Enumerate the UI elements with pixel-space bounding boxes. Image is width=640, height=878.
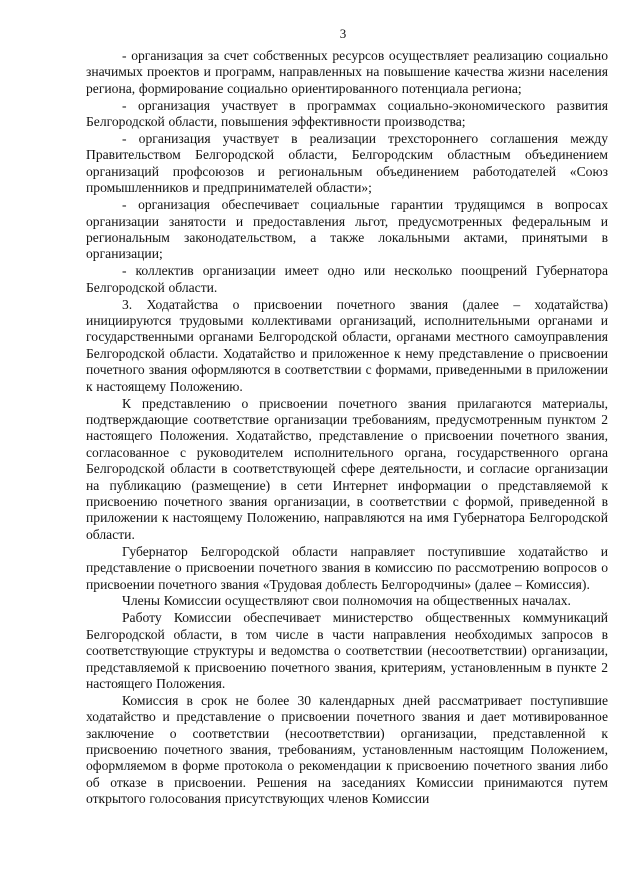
paragraph-criterion-social-projects: - организация за счет собственных ресурсов осуществляет реализацию социально значимых проектов и программ, направленных на повышение качества жизни населения региона, формирование социально ориентированного потенциала региона; bbox=[86, 48, 608, 96]
paragraph-supporting-materials: К представлению о присвоении почетного звания прилагаются материалы, подтверждающие соответствие организации требованиям, предусмотренным пунктом 2 настоящего Положения. Ходатайство, представление о присвоении почетного звания, согласованное с руководителем исполнительного органа, государственного органа Белгородской области в соответствующей сфере деятельности, и согласие организации на публикацию (размещение) в сети Интернет информации о представляемой к присвоению почетного звания организации, в соответствии с формой, приведенной в приложении к настоящему Положению, направляются на имя Губернатора Белгородской области. bbox=[86, 395, 608, 542]
document-body bbox=[86, 48, 608, 808]
paragraph-commission-support: Работу Комиссии обеспечивает министерство общественных коммуникаций Белгородской области, в том числе в части направления необходимых запросов в соответствующие структуры и ведомства о соответствии (несоответствии) организации, представляемой к присвоению почетного звания, критериям, установленным в пункте 2 настоящего Положения. bbox=[86, 610, 608, 691]
paragraph-governor-referral: Губернатор Белгородской области направляет поступившие ходатайство и представление о присвоении почетного звания в комиссию по рассмотрению вопросов о присвоении почетного звания «Трудовая доблесть Белгородчины» (далее – Комиссия). bbox=[86, 543, 608, 592]
paragraph-criterion-governor-awards: - коллектив организации имеет одно или несколько поощрений Губернатора Белгородской области. bbox=[86, 263, 608, 295]
paragraph-criterion-social-guarantees: - организация обеспечивает социальные гарантии трудящимся в вопросах организации занятости и предоставления льгот, предусмотренных федеральным и региональным законодательством, а также локальными актами, принятыми в организации; bbox=[86, 197, 608, 262]
page-number: 3 bbox=[339, 26, 347, 41]
paragraph-commission-members: Члены Комиссии осуществляют свои полномочия на общественных началах. bbox=[122, 593, 571, 609]
paragraph-commission-review: Комиссия в срок не более 30 календарных дней рассматривает поступившие ходатайство и представление о присвоении почетного звания и дает мотивированное заключение о соответствии (несоответствии) организации, представленной к присвоению почетного звания, требованиям, установленным настоящим Положением, оформляемом в форме протокола о рекомендации к присвоению почетного звания либо об отказе в присвоении. Решения на заседаниях Комиссии принимаются путем открытого голосования присутствующих членов Комиссии bbox=[86, 692, 608, 807]
paragraph-section-3-petitions: 3. Ходатайства о присвоении почетного звания (далее – ходатайства) инициируются трудовыми коллективами организаций, исполнительными органами и государственными органами Белгородской области, органами местного самоуправления Белгородской области. Ходатайство и приложенное к нему представление о присвоении почетного звания оформляются в соответствии с формами, приведенными в приложении к настоящему Положению. bbox=[86, 296, 608, 394]
paragraph-criterion-tripartite-agreement: - организация участвует в реализации трехстороннего соглашения между Правительством Белгородской области, Белгородским областным объединением организаций профсоюзов и региональным объединением работодателей «Союз промышленников и предпринимателей области»; bbox=[86, 131, 608, 196]
paragraph-criterion-development-programs: - организация участвует в программах социально-экономического развития Белгородской области, повышения эффективности производства; bbox=[86, 97, 608, 130]
